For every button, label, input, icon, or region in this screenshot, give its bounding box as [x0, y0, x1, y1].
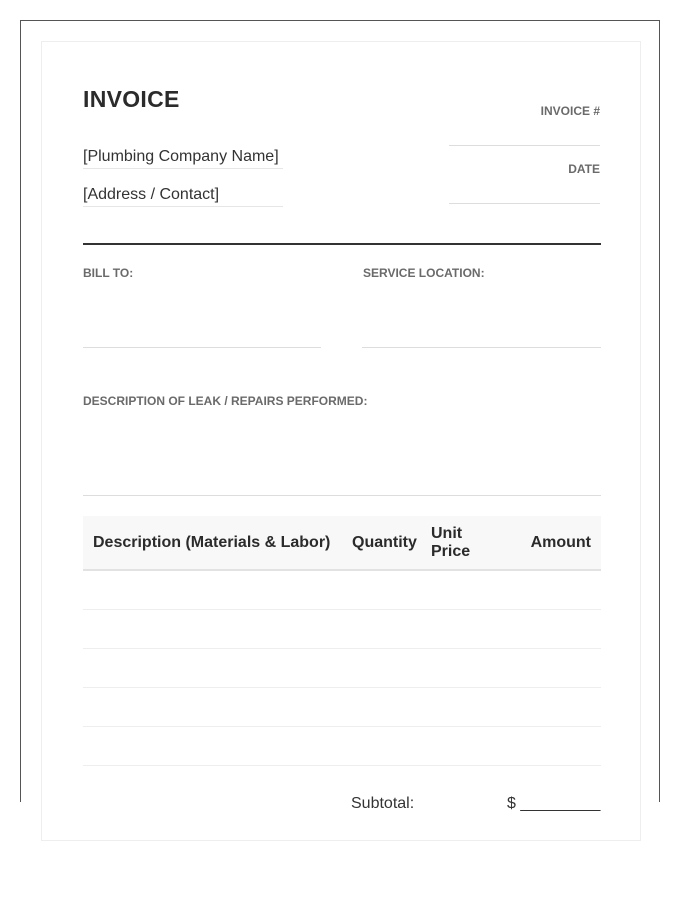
service-location-label: SERVICE LOCATION: — [363, 266, 485, 280]
cell-amount[interactable] — [511, 570, 601, 609]
cell-amount[interactable] — [511, 648, 601, 687]
company-name-field[interactable]: [Plumbing Company Name] — [83, 148, 283, 169]
cell-unit-price[interactable] — [427, 726, 511, 765]
table-row — [83, 609, 601, 648]
table-row — [83, 726, 601, 765]
bill-to-field[interactable] — [83, 347, 321, 348]
invoice-number-label: INVOICE # — [540, 104, 600, 118]
column-header-amount: Amount — [511, 516, 601, 570]
service-location-field[interactable] — [362, 347, 601, 348]
invoice-title: INVOICE — [83, 86, 180, 112]
cell-unit-price[interactable] — [427, 609, 511, 648]
invoice-number-field[interactable] — [449, 145, 600, 146]
column-header-quantity: Quantity — [342, 516, 427, 570]
invoice-page — [41, 41, 641, 841]
cell-description[interactable] — [83, 648, 342, 687]
bill-to-label: BILL TO: — [83, 266, 134, 280]
line-items-table — [83, 516, 601, 766]
header-divider — [83, 243, 601, 245]
subtotal-label: Subtotal: — [351, 795, 415, 812]
table-row — [83, 648, 601, 687]
cell-unit-price[interactable] — [427, 570, 511, 609]
cell-quantity[interactable] — [342, 648, 427, 687]
cell-quantity[interactable] — [342, 570, 427, 609]
company-address-field[interactable]: [Address / Contact] — [83, 186, 283, 207]
cell-description[interactable] — [83, 687, 342, 726]
cell-amount[interactable] — [511, 726, 601, 765]
cell-amount[interactable] — [511, 687, 601, 726]
cell-amount[interactable] — [511, 609, 601, 648]
table-header-row — [83, 516, 601, 570]
cell-description[interactable] — [83, 726, 342, 765]
cell-unit-price[interactable] — [427, 687, 511, 726]
cell-quantity[interactable] — [342, 726, 427, 765]
table-row — [83, 570, 601, 609]
subtotal-value-field[interactable]: $ _________ — [507, 795, 601, 812]
date-field[interactable] — [449, 203, 600, 204]
document-frame — [20, 20, 660, 812]
cell-description[interactable] — [83, 570, 342, 609]
repair-description-field[interactable] — [83, 495, 601, 496]
cell-unit-price[interactable] — [427, 648, 511, 687]
column-header-description: Description (Materials & Labor) — [83, 516, 342, 570]
cell-quantity[interactable] — [342, 687, 427, 726]
table-row — [83, 687, 601, 726]
cell-description[interactable] — [83, 609, 342, 648]
date-label: DATE — [568, 162, 600, 176]
column-header-unit-price: Unit Price — [427, 516, 511, 570]
cell-quantity[interactable] — [342, 609, 427, 648]
repair-description-label: DESCRIPTION OF LEAK / REPAIRS PERFORMED: — [83, 394, 368, 408]
